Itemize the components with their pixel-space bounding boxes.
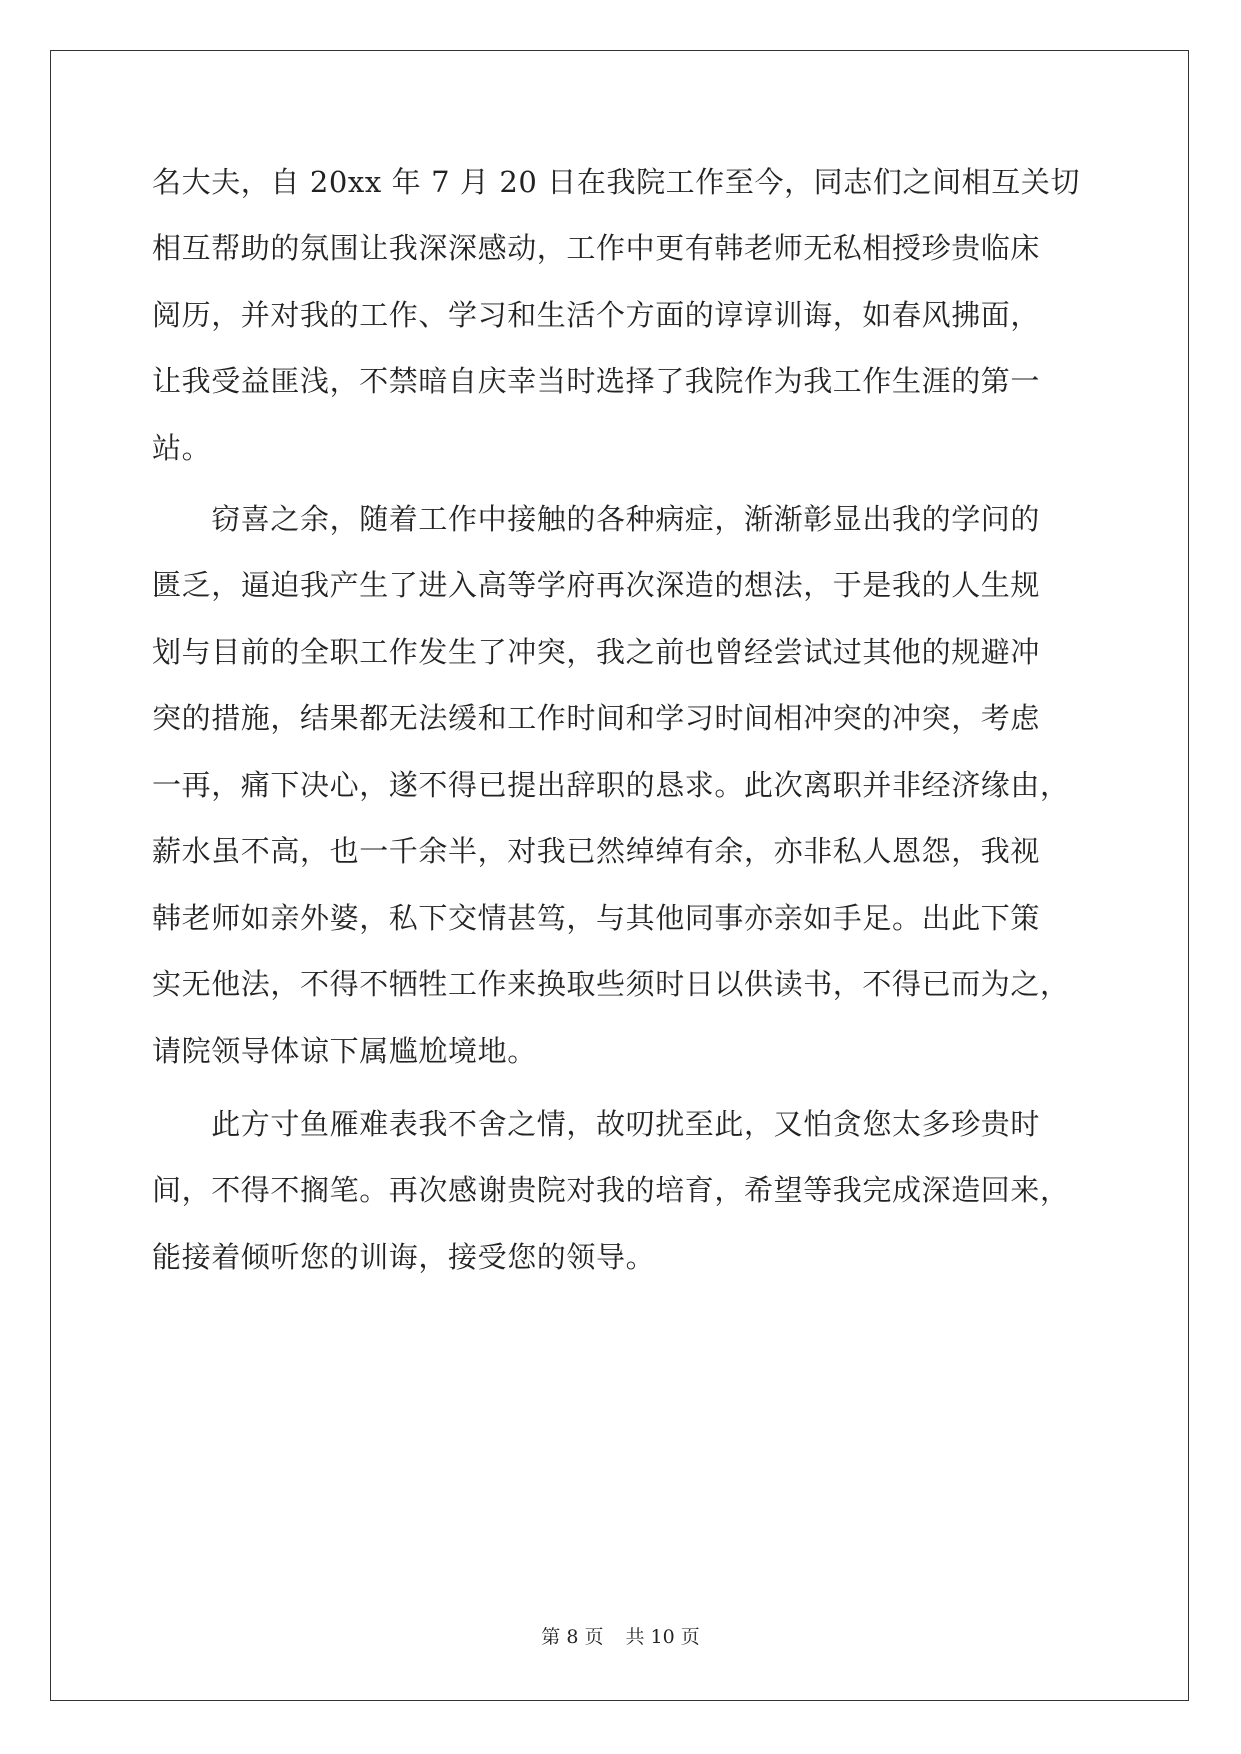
text-line: 相互帮助的氛围让我深深感动，工作中更有韩老师无私相授珍贵临床 bbox=[152, 231, 1041, 265]
text-line: 让我受益匪浅，不禁暗自庆幸当时选择了我院作为我工作生涯的第一 bbox=[152, 364, 1041, 398]
text-line: 韩老师如亲外婆，私下交情甚笃，与其他同事亦亲如手足。出此下策 bbox=[152, 901, 1041, 935]
text-line: 实无他法，不得不牺牲工作来换取些须时日以供读书，不得已而为之， bbox=[152, 967, 1070, 1001]
text-line: 站。 bbox=[152, 431, 212, 465]
text-line: 薪水虽不高，也一千余半，对我已然绰绰有余，亦非私人恩怨，我视 bbox=[152, 834, 1041, 868]
text-line: 请院领导体谅下属尴尬境地。 bbox=[152, 1034, 537, 1068]
paragraph-start-line: 此方寸鱼雁难表我不舍之情，故叨扰至此，又怕贪您太多珍贵时 bbox=[152, 1107, 1041, 1141]
text-line: 匮乏，逼迫我产生了进入高等学府再次深造的想法，于是我的人生规 bbox=[152, 568, 1041, 602]
text-line: 一再，痛下决心，遂不得已提出辞职的恳求。此次离职并非经济缘由， bbox=[152, 768, 1070, 802]
page-number-total: 共 10 页 bbox=[625, 1626, 700, 1648]
text-line: 名大夫，自 20xx 年 7 月 20 日在我院工作至今，同志们之间相互关切 bbox=[152, 165, 1081, 199]
text-line: 划与目前的全职工作发生了冲突，我之前也曾经尝试过其他的规避冲 bbox=[152, 635, 1041, 669]
text-line: 突的措施，结果都无法缓和工作时间和学习时间相冲突的冲突，考虑 bbox=[152, 701, 1041, 735]
text-line: 间，不得不搁笔。再次感谢贵院对我的培育，希望等我完成深造回来， bbox=[152, 1173, 1070, 1207]
paragraph-start-line: 窃喜之余，随着工作中接触的各种病症，渐渐彰显出我的学问的 bbox=[152, 502, 1041, 536]
text-line: 阅历，并对我的工作、学习和生活个方面的谆谆训诲，如春风拂面， bbox=[152, 298, 1041, 332]
page-footer bbox=[0, 1625, 1241, 1649]
text-line: 能接着倾听您的训诲，接受您的领导。 bbox=[152, 1240, 656, 1274]
page-number-current: 第 8 页 bbox=[541, 1626, 604, 1648]
